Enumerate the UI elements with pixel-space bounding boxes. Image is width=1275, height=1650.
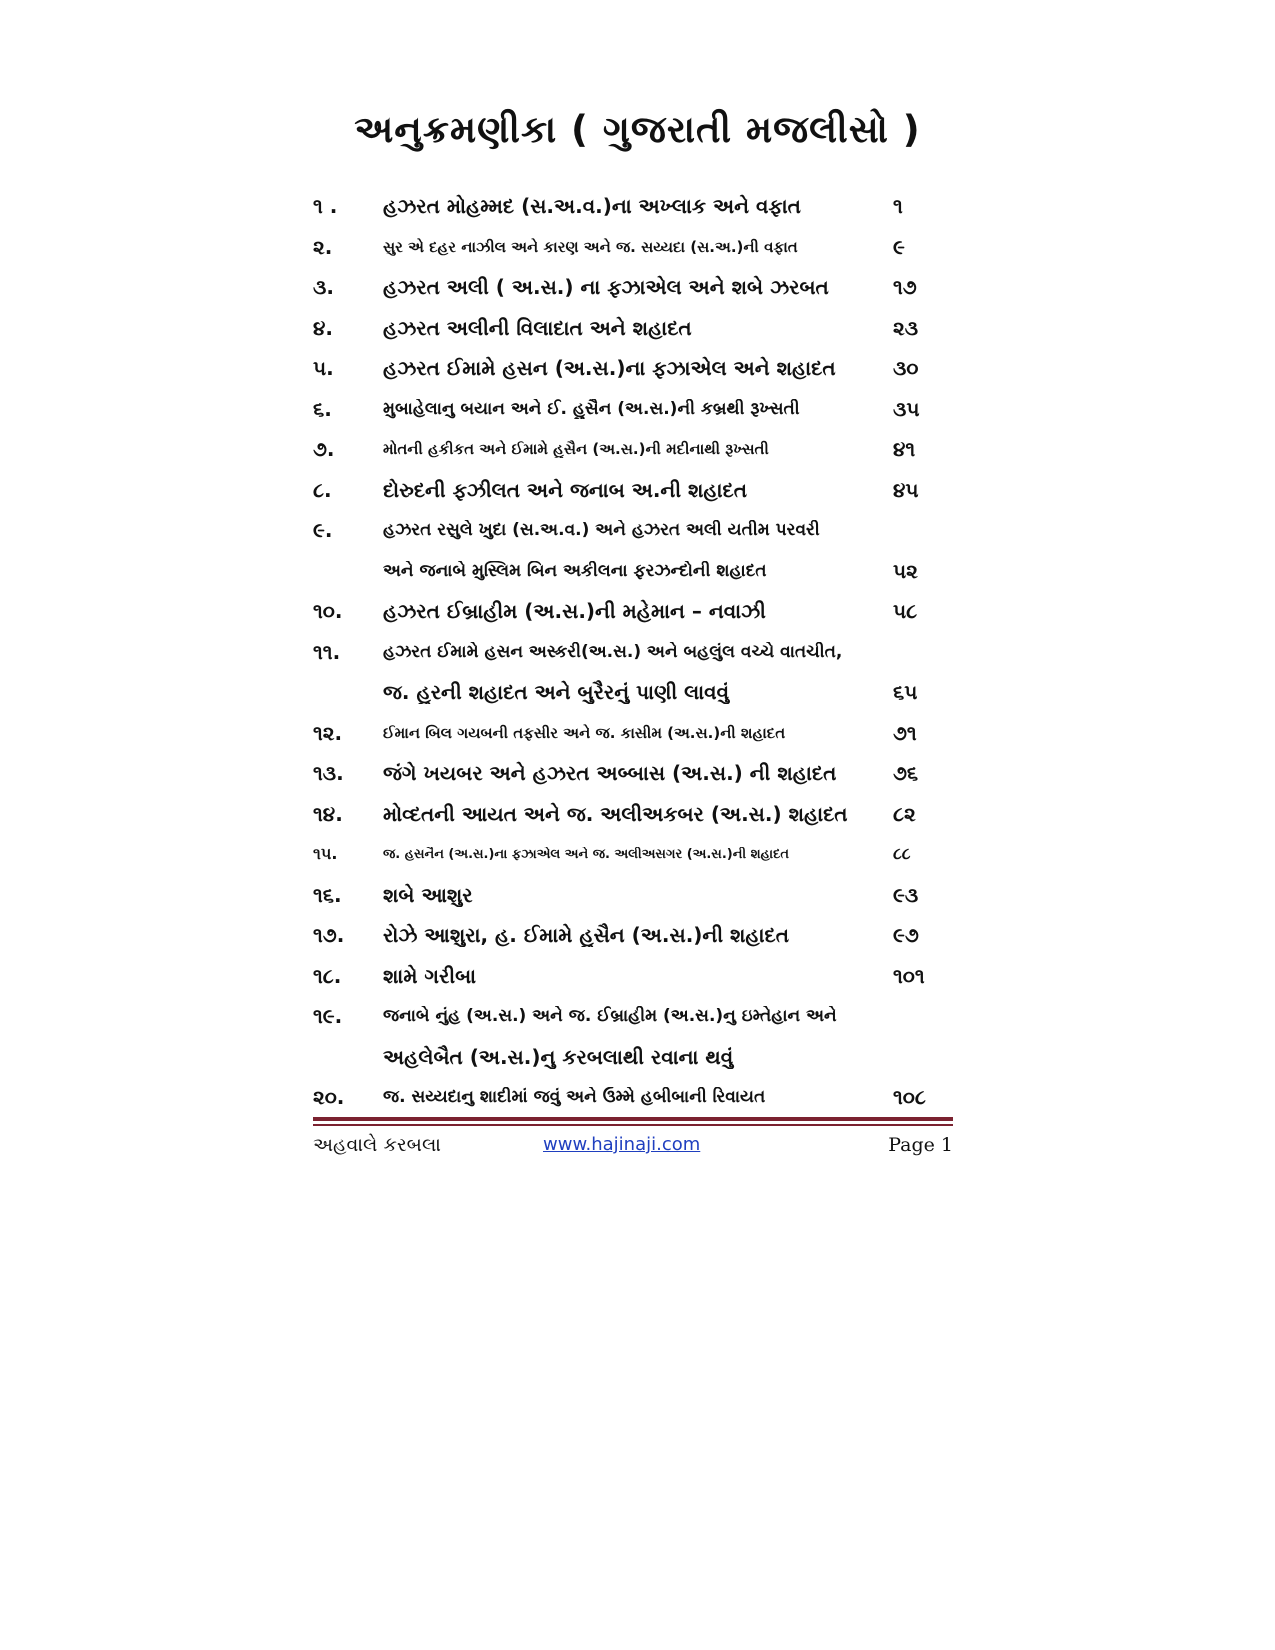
toc-title: મુબાહેલાનુ બયાન અને ઈ. હુસૈન (અ.સ.)ની કબ્રથી રૂખ્સતી: [383, 398, 800, 419]
toc-page: ૯૩: [893, 882, 919, 907]
toc-title: અહલેબૈત (અ.સ.)નુ કરબલાથી રવાના થવું: [383, 1044, 734, 1069]
toc-page: ૧૦૧: [893, 963, 925, 988]
toc-row: [313, 348, 953, 389]
toc-row: [313, 632, 953, 673]
toc-row: [313, 713, 953, 754]
toc-row: [313, 227, 953, 268]
toc-title: હઝરત ઈમામે હસન (અ.સ.)ના ફઝાએલ અને શહાદત: [383, 356, 836, 381]
toc-title: શબે આશુર: [383, 882, 473, 907]
toc-page: ૫૨: [893, 558, 918, 583]
toc-row: [313, 996, 953, 1037]
toc-page: ૨૩: [893, 315, 919, 340]
toc-page: ૮૨: [893, 801, 916, 826]
toc-page: ૬૫: [893, 680, 918, 705]
toc-title: રોઝે આશુરા, હ. ઈમામે હુસૈન (અ.સ.)ની શહાદત: [383, 923, 789, 948]
toc-row: [313, 834, 953, 875]
toc-number: ૧ .: [313, 194, 338, 219]
toc-title: સુર એ દહર નાઝીલ અને કારણ અને જ. સય્યદા (સ.અ.)ની વફાત: [383, 237, 798, 256]
toc-title: મોવ્દતની આયત અને જ. અલીઅકબર (અ.સ.) શહાદત: [383, 801, 848, 826]
toc-row: [313, 672, 953, 713]
toc-title: જંગે ખયબર અને હઝરત અબ્બાસ (અ.સ.) ની શહાદત: [383, 761, 837, 786]
toc-page: ૫૮: [893, 599, 918, 624]
page-footer: [313, 1134, 953, 1164]
toc-title: દોરુદની ફઝીલત અને જનાબ અ.ની શહાદત: [383, 477, 747, 502]
toc-title: હઝરત રસુલે ખુદા (સ.અ.વ.) અને હઝરત અલી યતીમ પરવરી: [383, 520, 820, 541]
toc-number: ૩.: [313, 275, 334, 300]
table-of-contents: [313, 186, 953, 1118]
toc-number: ૪.: [313, 315, 333, 340]
toc-row: [313, 510, 953, 551]
website-link[interactable]: www.hajinaji.com: [543, 1134, 701, 1155]
toc-title: હઝરત ઈમામે હસન અસ્કરી(અ.સ.) અને બહલુંલ વચ્ચે વાતચીત,: [383, 641, 843, 662]
toc-row: [313, 794, 953, 835]
toc-title: હઝરત અલીની વિલાદાત અને શહાદત: [383, 315, 692, 340]
toc-title: જનાબે નુંહ (અ.સ.) અને જ. ઈબ્રાહીમ (અ.સ.)નુ ઇમ્તેહાન અને: [383, 1006, 837, 1027]
footer-rule-thin: [313, 1124, 953, 1126]
toc-number: ૧૫.: [313, 844, 338, 864]
toc-title: હઝરત અલી ( અ.સ.) ના ફઝાએલ અને શબે ઝરબત: [383, 275, 829, 300]
footer-rule: [313, 1117, 953, 1121]
toc-number: ૧૮.: [313, 963, 342, 988]
toc-number: ૧૯.: [313, 1004, 343, 1029]
toc-title: હઝરત ઈબ્રાહીમ (અ.સ.)ની મહેમાન – નવાઝી: [383, 599, 766, 624]
toc-page: ૭૧: [893, 720, 917, 745]
page-title: અનુક્રમણીકા ( ગુજરાતી મજલીસો ): [354, 108, 921, 151]
toc-title: જ. હસનૈન (અ.સ.)ના ફઝાએલ અને જ. અલીઅસગર (અ.સ.)ની શહાદત: [383, 846, 789, 862]
toc-row: [313, 267, 953, 308]
toc-page: ૧૦૮: [893, 1085, 926, 1110]
toc-row: [313, 470, 953, 511]
toc-page: ૯૭: [893, 923, 919, 948]
toc-row: [313, 186, 953, 227]
toc-number: ૧૩.: [313, 761, 344, 786]
toc-number: ૧૧.: [313, 639, 341, 664]
toc-page: ૭૬: [893, 761, 919, 786]
toc-number: ૬.: [313, 396, 332, 421]
toc-page: ૧: [893, 194, 903, 219]
footer-book-title: અહવાલે કરબલા: [313, 1134, 441, 1156]
toc-number: ૯.: [313, 518, 333, 543]
toc-row: [313, 591, 953, 632]
toc-number: ૧૪.: [313, 801, 343, 826]
page-number: Page 1: [888, 1134, 953, 1156]
toc-row: [313, 551, 953, 592]
toc-page: ૮૮: [893, 844, 911, 864]
toc-page: ૪૧: [893, 437, 916, 462]
toc-title: ઈમાન બિલ ગયબની તફસીર અને જ. કાસીમ (અ.સ.)ની શહાદત: [383, 723, 786, 742]
toc-row: [313, 1037, 953, 1078]
toc-number: ૨.: [313, 234, 333, 259]
toc-number: ૧૨.: [313, 720, 343, 745]
toc-row: [313, 956, 953, 997]
toc-row: [313, 389, 953, 430]
toc-title: જ. સય્યદાનુ શાદીમાં જવું અને ઉમ્મે હબીબાની રિવાયત: [383, 1087, 766, 1108]
toc-page: ૯: [893, 234, 905, 259]
toc-row: [313, 915, 953, 956]
toc-number: ૧૬.: [313, 882, 342, 907]
toc-title: અને જનાબે મુસ્લિમ બિન અકીલના ફરઝન્દોની શહાદત: [383, 560, 767, 581]
toc-title: જ. હુરની શહાદત અને બુરૈરનું પાણી લાવવું: [383, 680, 730, 705]
toc-number: ૭.: [313, 437, 335, 462]
toc-number: ૧૦.: [313, 599, 343, 624]
toc-row: [313, 875, 953, 916]
toc-row: [313, 308, 953, 349]
toc-number: ૮.: [313, 477, 332, 502]
toc-page: ૩૫: [893, 396, 920, 421]
toc-title: હઝરત મોહમ્મદ (સ.અ.વ.)ના અખ્લાક અને વફાત: [383, 194, 801, 219]
toc-number: ૨૦.: [313, 1085, 345, 1110]
toc-row: [313, 429, 953, 470]
toc-page: ૪૫: [893, 477, 919, 502]
toc-page: ૧૭: [893, 275, 917, 300]
toc-row: [313, 1077, 953, 1118]
toc-number: ૫.: [313, 356, 334, 381]
toc-title: શામે ગરીબા: [383, 963, 477, 988]
toc-page: ૩૦: [893, 356, 919, 381]
toc-title: મોતની હકીકત અને ઈમામે હુસૈન (અ.સ.)ની મદીનાથી રૂખ્સતી: [383, 440, 769, 459]
toc-row: [313, 753, 953, 794]
toc-number: ૧૭.: [313, 923, 345, 948]
